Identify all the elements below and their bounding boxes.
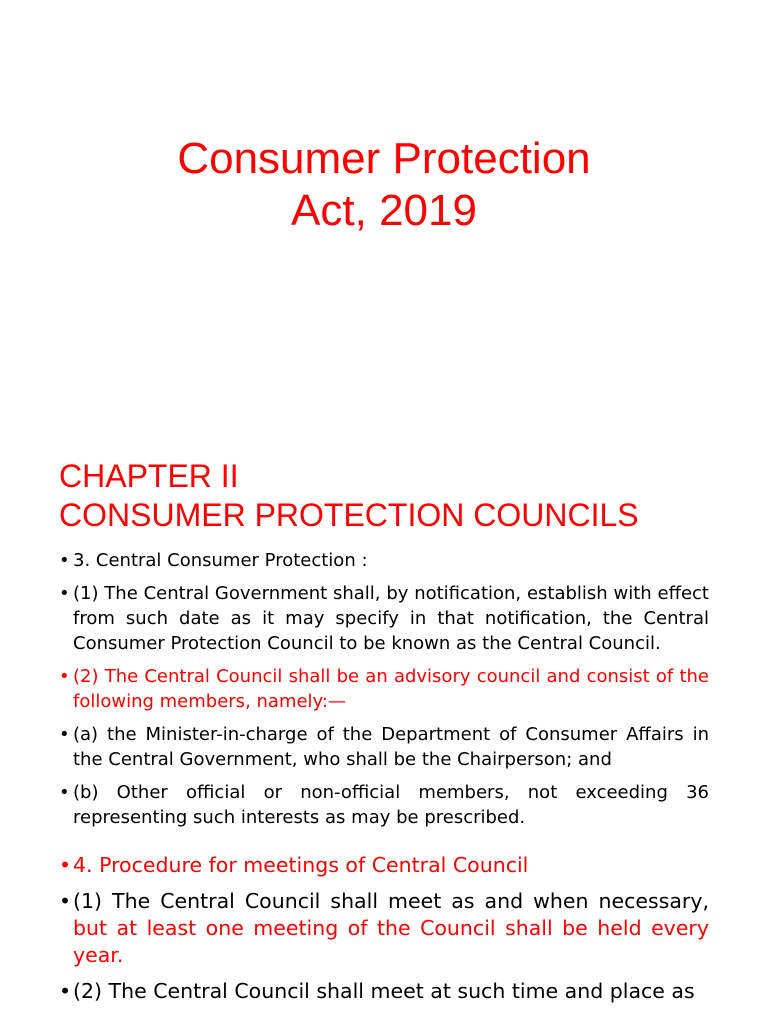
bullet-text: (2) The Central Council shall meet at such time and place as [73,979,695,1003]
chapter-title: CONSUMER PROTECTION COUNCILS [59,497,639,533]
section-3-clause-1 [59,581,709,656]
bullet-text: (2) The Central Council shall be an advisory council and consist of the following members, namely:— [73,666,709,712]
bullet-list [59,548,709,1014]
bullet-text: 3. Central Consumer Protection : [73,550,368,571]
title-line-2: Act, 2019 [291,186,477,235]
section-3-heading [59,548,709,573]
title-line-1: Consumer Protection [177,134,591,183]
bullet-text-plain: (1) The Central Council shall meet as and when necessary, [73,889,709,913]
section-3-clause-a [59,722,709,772]
bullet-text: (a) the Minister-in-charge of the Department of Consumer Affairs in the Central Government, who shall be the Chairperson; and [73,724,709,770]
document-title [0,133,768,237]
bullet-text: (b) Other official or non-official members, not exceeding 36 representing such interests as may be prescribed. [73,782,709,828]
bullet-text: (1) The Central Government shall, by notification, establish with effect from such date as it may specify in that notification, the Central Consumer Protection Council to be known as the Central Council. [73,583,709,654]
bullet-text-highlight: but at least one meeting of the Council shall be held every year. [73,916,709,967]
chapter-number: CHAPTER II [59,458,239,494]
section-3-clause-b [59,780,709,830]
section-3-clause-2 [59,664,709,714]
bullet-text: 4. Procedure for meetings of Central Council [73,853,529,877]
chapter-heading [59,457,639,535]
section-4-clause-1 [59,888,709,969]
section-4-clause-2 [59,978,709,1005]
section-4-heading [59,852,709,879]
